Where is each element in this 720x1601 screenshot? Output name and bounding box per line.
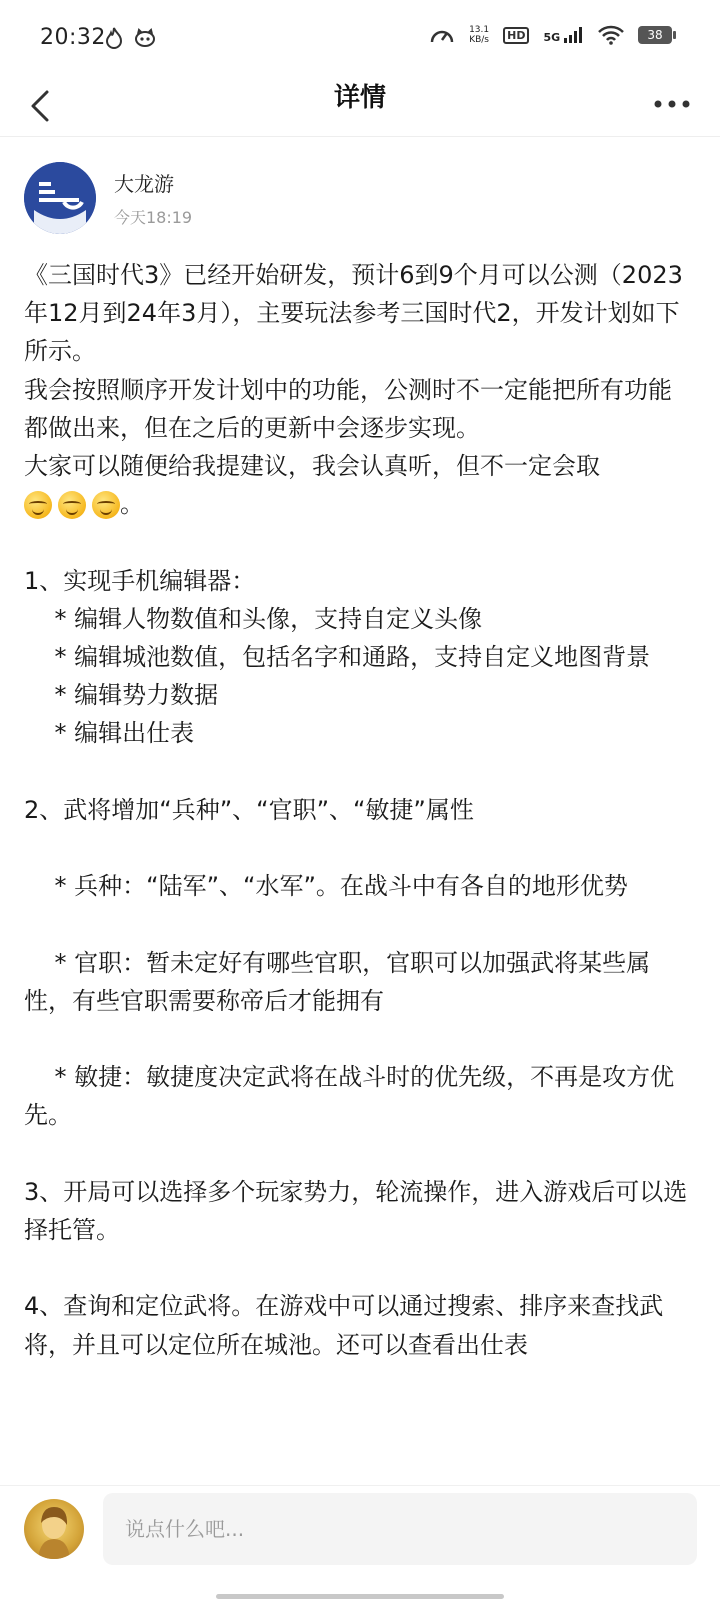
- user-avatar-icon: [24, 1499, 84, 1559]
- nav-bar: [0, 80, 720, 137]
- comment-input[interactable]: [103, 1493, 697, 1565]
- signal-bars-icon: [564, 27, 584, 43]
- author-avatar[interactable]: [24, 162, 96, 234]
- more-options-button[interactable]: [650, 86, 694, 122]
- comment-bar: [0, 1485, 720, 1601]
- home-indicator[interactable]: [216, 1594, 504, 1599]
- speed-gauge-icon: [429, 24, 455, 46]
- author-name[interactable]: 大龙游: [114, 172, 174, 196]
- network-speed: [469, 25, 489, 45]
- hd-badge: HD: [503, 27, 529, 44]
- status-bar: [0, 0, 720, 80]
- fire-icon: [104, 27, 124, 49]
- status-time: 20:32: [40, 25, 106, 50]
- cat-icon: [134, 28, 156, 48]
- post-text-intro: 《三国时代3》已经开始研发，预计6到9个月可以公测（2023年12月到24年3月），主要玩法参考三国时代2，开发计划如下所示。 我会按照顺序开发计划中的功能，公测时不一定能把所有功能都做出来，但在之后的更新中会逐步实现。 大家可以随便给我提建议，我会认真听，但不一定会取: [24, 261, 683, 481]
- game-logo-icon: [24, 162, 96, 234]
- page-title: 详情: [333, 83, 386, 113]
- wifi-icon: [598, 25, 624, 45]
- emoji-tail-punctuation: 。: [120, 490, 144, 519]
- post-content: [24, 256, 694, 1466]
- status-left-icons: [104, 27, 156, 49]
- battery-level: 38: [647, 28, 663, 42]
- network-speed-unit: KB/s: [469, 35, 489, 45]
- network-speed-value: 13.1: [469, 25, 490, 35]
- signal-5g-label: 5G: [543, 30, 561, 44]
- emoji-group: [24, 491, 120, 519]
- more-dots-icon: [654, 100, 690, 108]
- battery-indicator: [638, 26, 672, 44]
- post-header: [24, 160, 696, 236]
- signal-5g-indicator: [543, 27, 584, 44]
- grin-emoji-icon: [24, 491, 52, 519]
- status-right-icons: [429, 24, 672, 46]
- user-avatar[interactable]: [24, 1499, 84, 1559]
- post-time: 今天18:19: [114, 208, 193, 227]
- post-text-plan: 1、实现手机编辑器： * 编辑人物数值和头像，支持自定义头像 * 编辑城池数值，包括名字和通路，支持自定义地图背景 * 编辑势力数据 * 编辑出仕表 2、武将增加“兵种”、“官职”、“敏捷”属性 * 兵种：“陆军”、“水军”。在战斗中有各自的地形优势 * 官职：暂未定好有哪些官职，官职可以加强武将某些属性，有些官职需要称帝后才能拥有 * 敏捷：敏捷度决定武将在战斗时的优先级，不再是攻方优先。 3、开局可以选择多个玩家势力，轮流操作，进入游戏后可以选择托管。 4、查询和定位武将。在游戏中可以通过搜索、排序来查找武将，并且可以定位所在城池。还可以查看出仕表: [24, 566, 688, 1359]
- grin-emoji-icon: [58, 491, 86, 519]
- grin-emoji-icon: [92, 491, 120, 519]
